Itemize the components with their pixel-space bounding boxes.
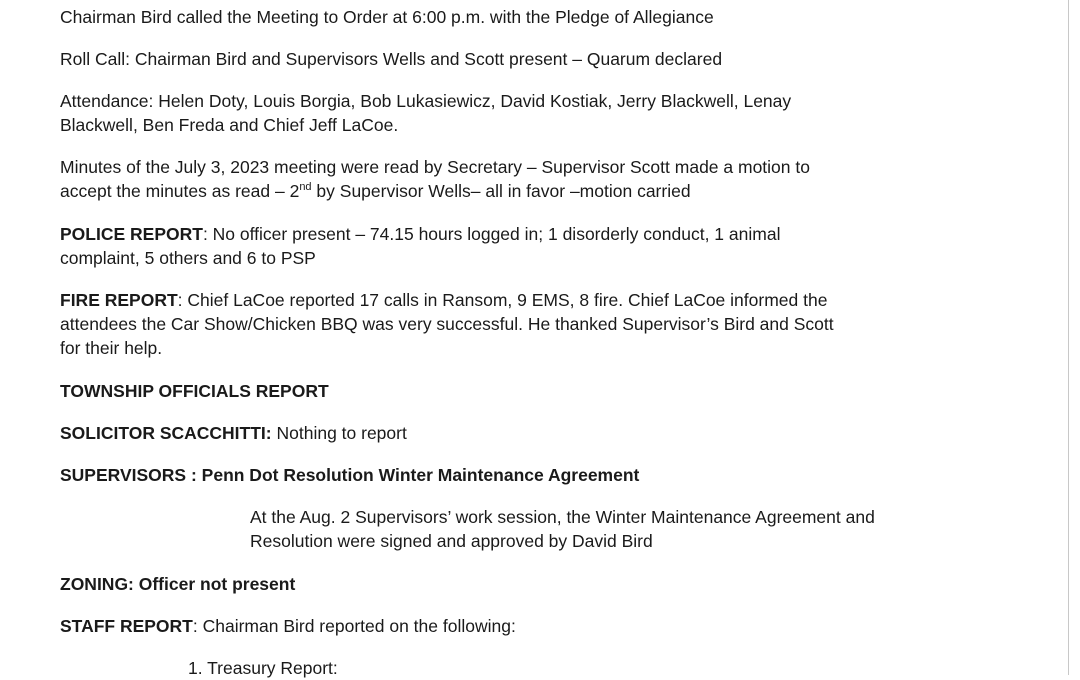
- list-item: 1. Treasury Report:: [188, 658, 338, 678]
- staff-report-text: : Chairman Bird reported on the following:: [192, 616, 516, 636]
- township-officials-heading: TOWNSHIP OFFICIALS REPORT: [60, 381, 329, 401]
- fire-report-line-1: [60, 288, 980, 312]
- solicitor-line: [60, 421, 980, 445]
- police-report-text: : No officer present – 74.15 hours logged in; 1 disorderly conduct, 1 animal: [202, 224, 781, 244]
- fire-report-line-2: attendees the Car Show/Chicken BBQ was very successful. He thanked Supervisor’s Bird and Scott: [60, 314, 834, 334]
- police-report-line-2: complaint, 5 others and 6 to PSP: [60, 248, 316, 268]
- minutes-line-2-start: accept the minutes as read – 2: [60, 181, 300, 201]
- minutes-line-2: [60, 179, 980, 203]
- police-report-line-1: [60, 222, 980, 246]
- staff-report-heading: STAFF REPORT: [60, 616, 193, 636]
- supervisors-heading: SUPERVISORS : Penn Dot Resolution Winter Maintenance Agreement: [60, 465, 640, 485]
- solicitor-text: Nothing to report: [271, 423, 407, 443]
- ordinal-suffix: nd: [299, 181, 312, 194]
- minutes-line-1: Minutes of the July 3, 2023 meeting were read by Secretary – Supervisor Scott made a motion to: [60, 157, 810, 177]
- supervisors-line-1: At the Aug. 2 Supervisors’ work session, the Winter Maintenance Agreement and: [250, 507, 875, 527]
- solicitor-heading: SOLICITOR SCACCHITTI:: [60, 423, 272, 443]
- fire-report-text: : Chief LaCoe reported 17 calls in Ransom, 9 EMS, 8 fire. Chief LaCoe informed the: [177, 290, 828, 310]
- zoning-heading: ZONING: Officer not present: [60, 574, 296, 594]
- police-report-heading: POLICE REPORT: [60, 224, 203, 244]
- minutes-line-2-end: by Supervisor Wells– all in favor –motion carried: [311, 181, 691, 201]
- fire-report-heading: FIRE REPORT: [60, 290, 178, 310]
- roll-call-text: Roll Call: Chairman Bird and Supervisors Wells and Scott present – Quarum declared: [60, 49, 723, 69]
- call-to-order-text: Chairman Bird called the Meeting to Order at 6:00 p.m. with the Pledge of Allegiance: [60, 7, 714, 27]
- supervisors-line-2: Resolution were signed and approved by David Bird: [250, 531, 653, 551]
- fire-report-line-3: for their help.: [60, 338, 163, 358]
- attendance-line-1: Attendance: Helen Doty, Louis Borgia, Bob Lukasiewicz, David Kostiak, Jerry Blackwell, Lenay: [60, 91, 792, 111]
- attendance-line-2: Blackwell, Ben Freda and Chief Jeff LaCoe.: [60, 115, 399, 135]
- page-edge-divider: [1068, 0, 1069, 675]
- staff-report-line: [60, 614, 980, 638]
